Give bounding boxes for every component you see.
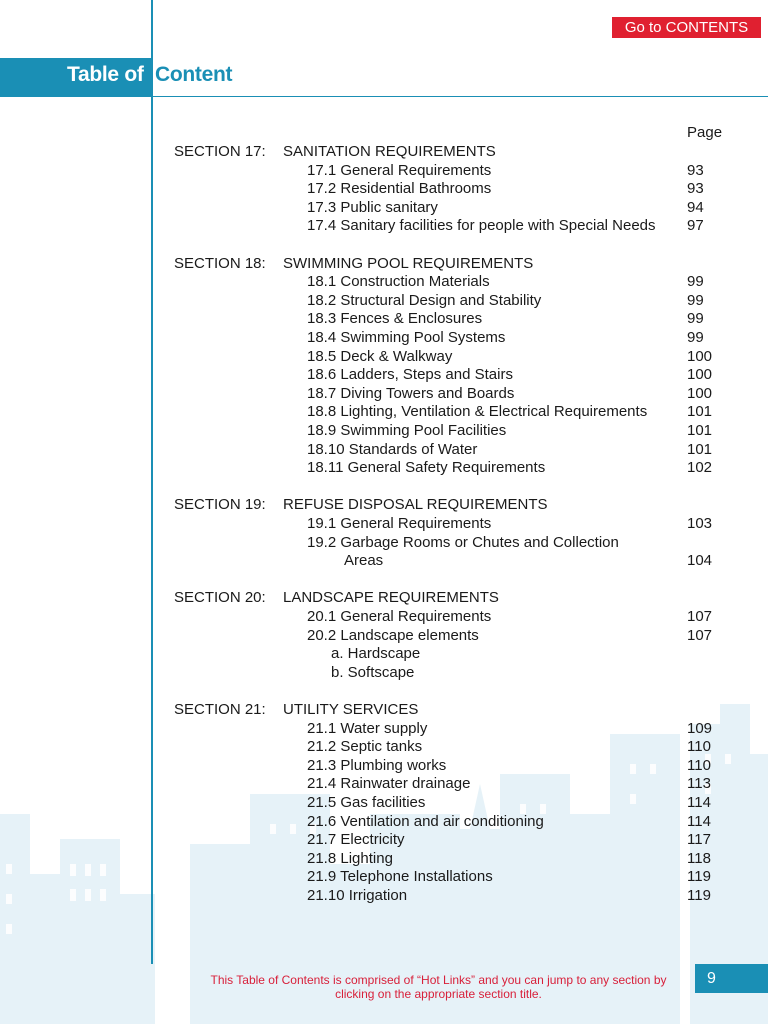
toc-item-page: 99	[687, 310, 704, 328]
toc-item-label[interactable]: 17.3 Public sanitary	[307, 198, 438, 216]
toc-item-label[interactable]: 21.9 Telephone Installations	[307, 868, 493, 886]
toc-item-label[interactable]: 17.1 General Requirements	[307, 161, 492, 179]
toc-item-label[interactable]: 18.8 Lighting, Ventilation & Electrical Requirements	[307, 403, 648, 421]
toc-item-page: 97	[687, 217, 704, 235]
toc-item-page: 107	[687, 608, 713, 625]
toc-item-page: 100	[687, 347, 713, 365]
toc-item-page: 94	[687, 198, 704, 216]
toc-item-label[interactable]: 18.10 Standards of Water	[307, 440, 478, 458]
toc-item-label[interactable]: 21.4 Rainwater drainage	[307, 775, 471, 793]
go-to-contents-button[interactable]: Go to CONTENTS	[612, 17, 761, 38]
toc-item-label[interactable]: 21.6 Ventilation and air conditioning	[307, 812, 544, 830]
page-number: 9	[707, 970, 716, 987]
toc-item-label[interactable]: 19.1 General Requirements	[307, 515, 492, 532]
toc-item-page: 110	[687, 756, 711, 774]
toc-item-page: 99	[687, 329, 704, 346]
toc-item-page: 100	[687, 366, 713, 384]
toc-item-label[interactable]: 18.7 Diving Towers and Boards	[307, 384, 515, 402]
section-title-link[interactable]: SANITATION REQUIREMENTS	[283, 143, 496, 160]
toc-item-page: 93	[687, 180, 704, 198]
left-vertical-rule	[151, 0, 153, 964]
page-title-right: Content	[155, 63, 233, 86]
toc-item-page: 93	[687, 161, 704, 179]
page-title-left: Table of	[67, 63, 144, 86]
toc-item-page: 118	[687, 849, 711, 867]
toc-item-label[interactable]: 21.8 Lighting	[307, 849, 393, 867]
toc-item-label[interactable]: 19.2 Garbage Rooms or Chutes and Collection	[307, 533, 619, 551]
toc-item-page: 103	[687, 515, 713, 532]
toc-item-label[interactable]: 21.10 Irrigation	[307, 887, 408, 904]
toc-item-page: 101	[687, 422, 713, 439]
page-number-box	[695, 964, 768, 993]
toc-item-label[interactable]: 21.3 Plumbing works	[307, 756, 447, 774]
title-underline	[153, 96, 768, 97]
section-number[interactable]: SECTION 17:	[174, 143, 266, 160]
footer-note-line1: This Table of Contents is comprised of “Hot Links” and you can jump to any section by	[210, 973, 667, 987]
toc-item-label[interactable]: 18.5 Deck & Walkway	[307, 347, 453, 365]
toc-item-label[interactable]: 18.1 Construction Materials	[307, 273, 490, 291]
section-number[interactable]: SECTION 21:	[174, 701, 266, 718]
toc-item-page: 107	[687, 626, 713, 644]
toc-item-label[interactable]: 18.3 Fences & Enclosures	[307, 310, 483, 328]
toc-item-page: 100	[687, 384, 713, 402]
section-number[interactable]: SECTION 18:	[174, 254, 266, 272]
toc-item-label[interactable]: 17.2 Residential Bathrooms	[307, 180, 492, 198]
toc-item-label[interactable]: b. Softscape	[331, 663, 415, 681]
section-title-link[interactable]: SWIMMING POOL REQUIREMENTS	[283, 254, 534, 272]
footer-note	[195, 973, 682, 1001]
toc-item-page: 104	[687, 552, 713, 570]
toc-item-page: 102	[687, 459, 713, 477]
toc-item-page: 99	[687, 273, 704, 291]
toc-item-label[interactable]: 20.2 Landscape elements	[307, 626, 479, 644]
section-title-link[interactable]: LANDSCAPE REQUIREMENTS	[283, 589, 499, 607]
toc-item-page: 101	[687, 403, 713, 421]
toc-item-page: 110	[687, 738, 711, 756]
toc-item-label[interactable]: 18.4 Swimming Pool Systems	[307, 329, 506, 346]
toc-item-label[interactable]: 17.4 Sanitary facilities for people with Special Needs	[307, 217, 656, 235]
toc-item-label[interactable]: 20.1 General Requirements	[307, 608, 492, 625]
section-number[interactable]: SECTION 19:	[174, 496, 266, 514]
section-title-link[interactable]: REFUSE DISPOSAL REQUIREMENTS	[283, 496, 548, 514]
page-column-heading: Page	[687, 124, 723, 141]
toc-item-page: 114	[687, 794, 711, 811]
toc-item-label-continued[interactable]: Areas	[344, 552, 384, 570]
toc-item-page: 113	[687, 775, 711, 793]
section-title-link[interactable]: UTILITY SERVICES	[283, 701, 419, 718]
toc-item-page: 117	[687, 831, 711, 849]
toc-item-label[interactable]: 18.9 Swimming Pool Facilities	[307, 422, 507, 439]
toc-item-label[interactable]: a. Hardscape	[331, 645, 421, 663]
footer-note-line2: clicking on the appropriate section title.	[335, 987, 542, 1001]
toc-item-page: 114	[687, 812, 711, 830]
toc-item-page: 99	[687, 291, 704, 309]
toc-item-label[interactable]: 18.2 Structural Design and Stability	[307, 291, 542, 309]
toc-item-page: 101	[687, 440, 713, 458]
toc-item-page: 119	[687, 868, 711, 886]
toc-item-label[interactable]: 21.5 Gas facilities	[307, 794, 426, 811]
toc-item-label[interactable]: 18.11 General Safety Requirements	[307, 459, 546, 477]
section-number[interactable]: SECTION 20:	[174, 589, 266, 607]
toc-item-label[interactable]: 21.7 Electricity	[307, 831, 405, 849]
toc-item-label[interactable]: 18.6 Ladders, Steps and Stairs	[307, 366, 513, 384]
toc-item-page: 109	[687, 719, 713, 737]
toc-item-label[interactable]: 21.1 Water supply	[307, 719, 428, 737]
toc-item-page: 119	[687, 887, 711, 904]
toc-item-label[interactable]: 21.2 Septic tanks	[307, 738, 423, 756]
